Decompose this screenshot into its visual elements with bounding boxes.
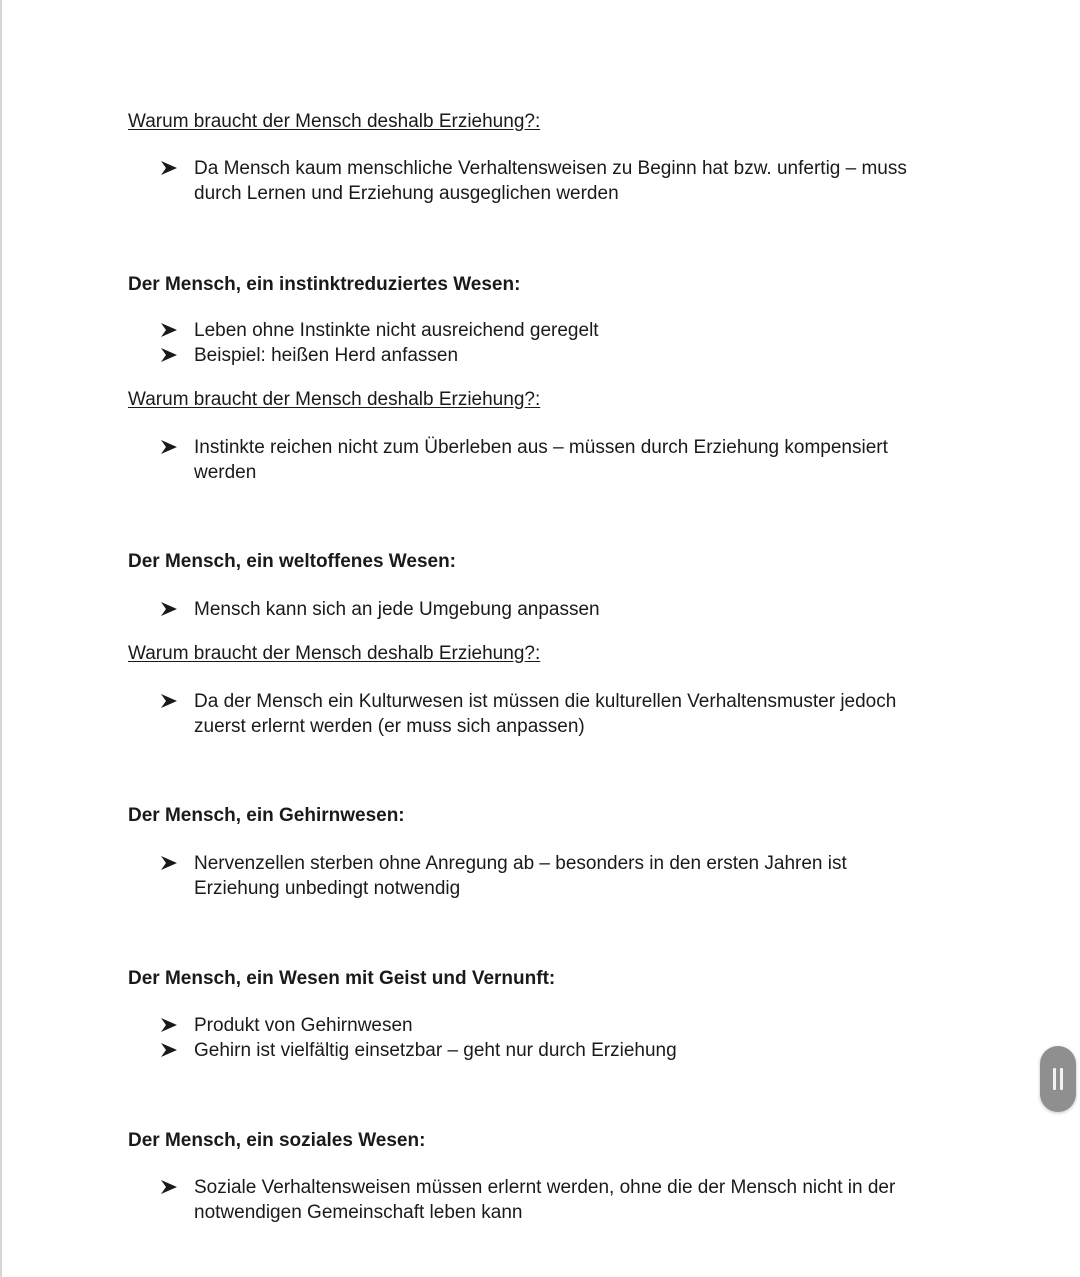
list-item (160, 689, 940, 739)
arrowhead-bullet-icon (160, 347, 178, 363)
list-item (160, 851, 940, 901)
list-item (160, 1038, 940, 1063)
arrowhead-bullet-icon (160, 1042, 178, 1058)
list-item-text: Leben ohne Instinkte nicht ausreichend geregelt (194, 320, 599, 341)
list-item (160, 1175, 940, 1225)
grip-line (1053, 1068, 1056, 1090)
section-heading: Der Mensch, ein Wesen mit Geist und Vernunft: (128, 968, 556, 989)
list-item-text: Da der Mensch ein Kulturwesen ist müssen die kulturellen Verhaltensmuster jedoch zuerst erlernt werden (er muss sich anpassen) (194, 691, 897, 737)
arrowhead-bullet-icon (160, 693, 178, 709)
arrowhead-bullet-icon (160, 1017, 178, 1033)
list-item (160, 343, 940, 368)
list-item (160, 1013, 940, 1038)
list-item (160, 435, 940, 485)
grip-line (1060, 1068, 1063, 1090)
list-item-text: Da Mensch kaum menschliche Verhaltensweisen zu Beginn hat bzw. unfertig – muss durch Lernen und Erziehung ausgeglichen werden (194, 158, 907, 204)
list-item-text: Gehirn ist vielfältig einsetzbar – geht nur durch Erziehung (194, 1040, 677, 1061)
section-heading: Der Mensch, ein Gehirnwesen: (128, 805, 405, 826)
arrowhead-bullet-icon (160, 601, 178, 617)
list-item-text: Mensch kann sich an jede Umgebung anpassen (194, 599, 600, 620)
list-item-text: Beispiel: heißen Herd anfassen (194, 345, 459, 366)
question-heading: Warum braucht der Mensch deshalb Erziehung?: (128, 111, 541, 132)
question-heading: Warum braucht der Mensch deshalb Erziehung?: (128, 643, 541, 664)
list-item (160, 156, 940, 206)
list-item-text: Instinkte reichen nicht zum Überleben aus – müssen durch Erziehung kompensiert werden (194, 437, 888, 483)
scroll-handle-icon[interactable] (1040, 1046, 1076, 1112)
section-heading: Der Mensch, ein instinktreduziertes Wesen: (128, 274, 521, 295)
section-heading: Der Mensch, ein weltoffenes Wesen: (128, 551, 457, 572)
arrowhead-bullet-icon (160, 439, 178, 455)
arrowhead-bullet-icon (160, 855, 178, 871)
list-item-text: Soziale Verhaltensweisen müssen erlernt werden, ohne die der Mensch nicht in der notwendigen Gemeinschaft leben kann (194, 1177, 896, 1223)
arrowhead-bullet-icon (160, 322, 178, 338)
list-item-text: Nervenzellen sterben ohne Anregung ab – besonders in den ersten Jahren ist Erziehung unbedingt notwendig (194, 853, 847, 899)
question-heading: Warum braucht der Mensch deshalb Erziehung?: (128, 389, 541, 410)
arrowhead-bullet-icon (160, 160, 178, 176)
list-item (160, 318, 940, 343)
section-heading: Der Mensch, ein soziales Wesen: (128, 1130, 426, 1151)
arrowhead-bullet-icon (160, 1179, 178, 1195)
list-item-text: Produkt von Gehirnwesen (194, 1015, 413, 1036)
list-item (160, 597, 940, 622)
